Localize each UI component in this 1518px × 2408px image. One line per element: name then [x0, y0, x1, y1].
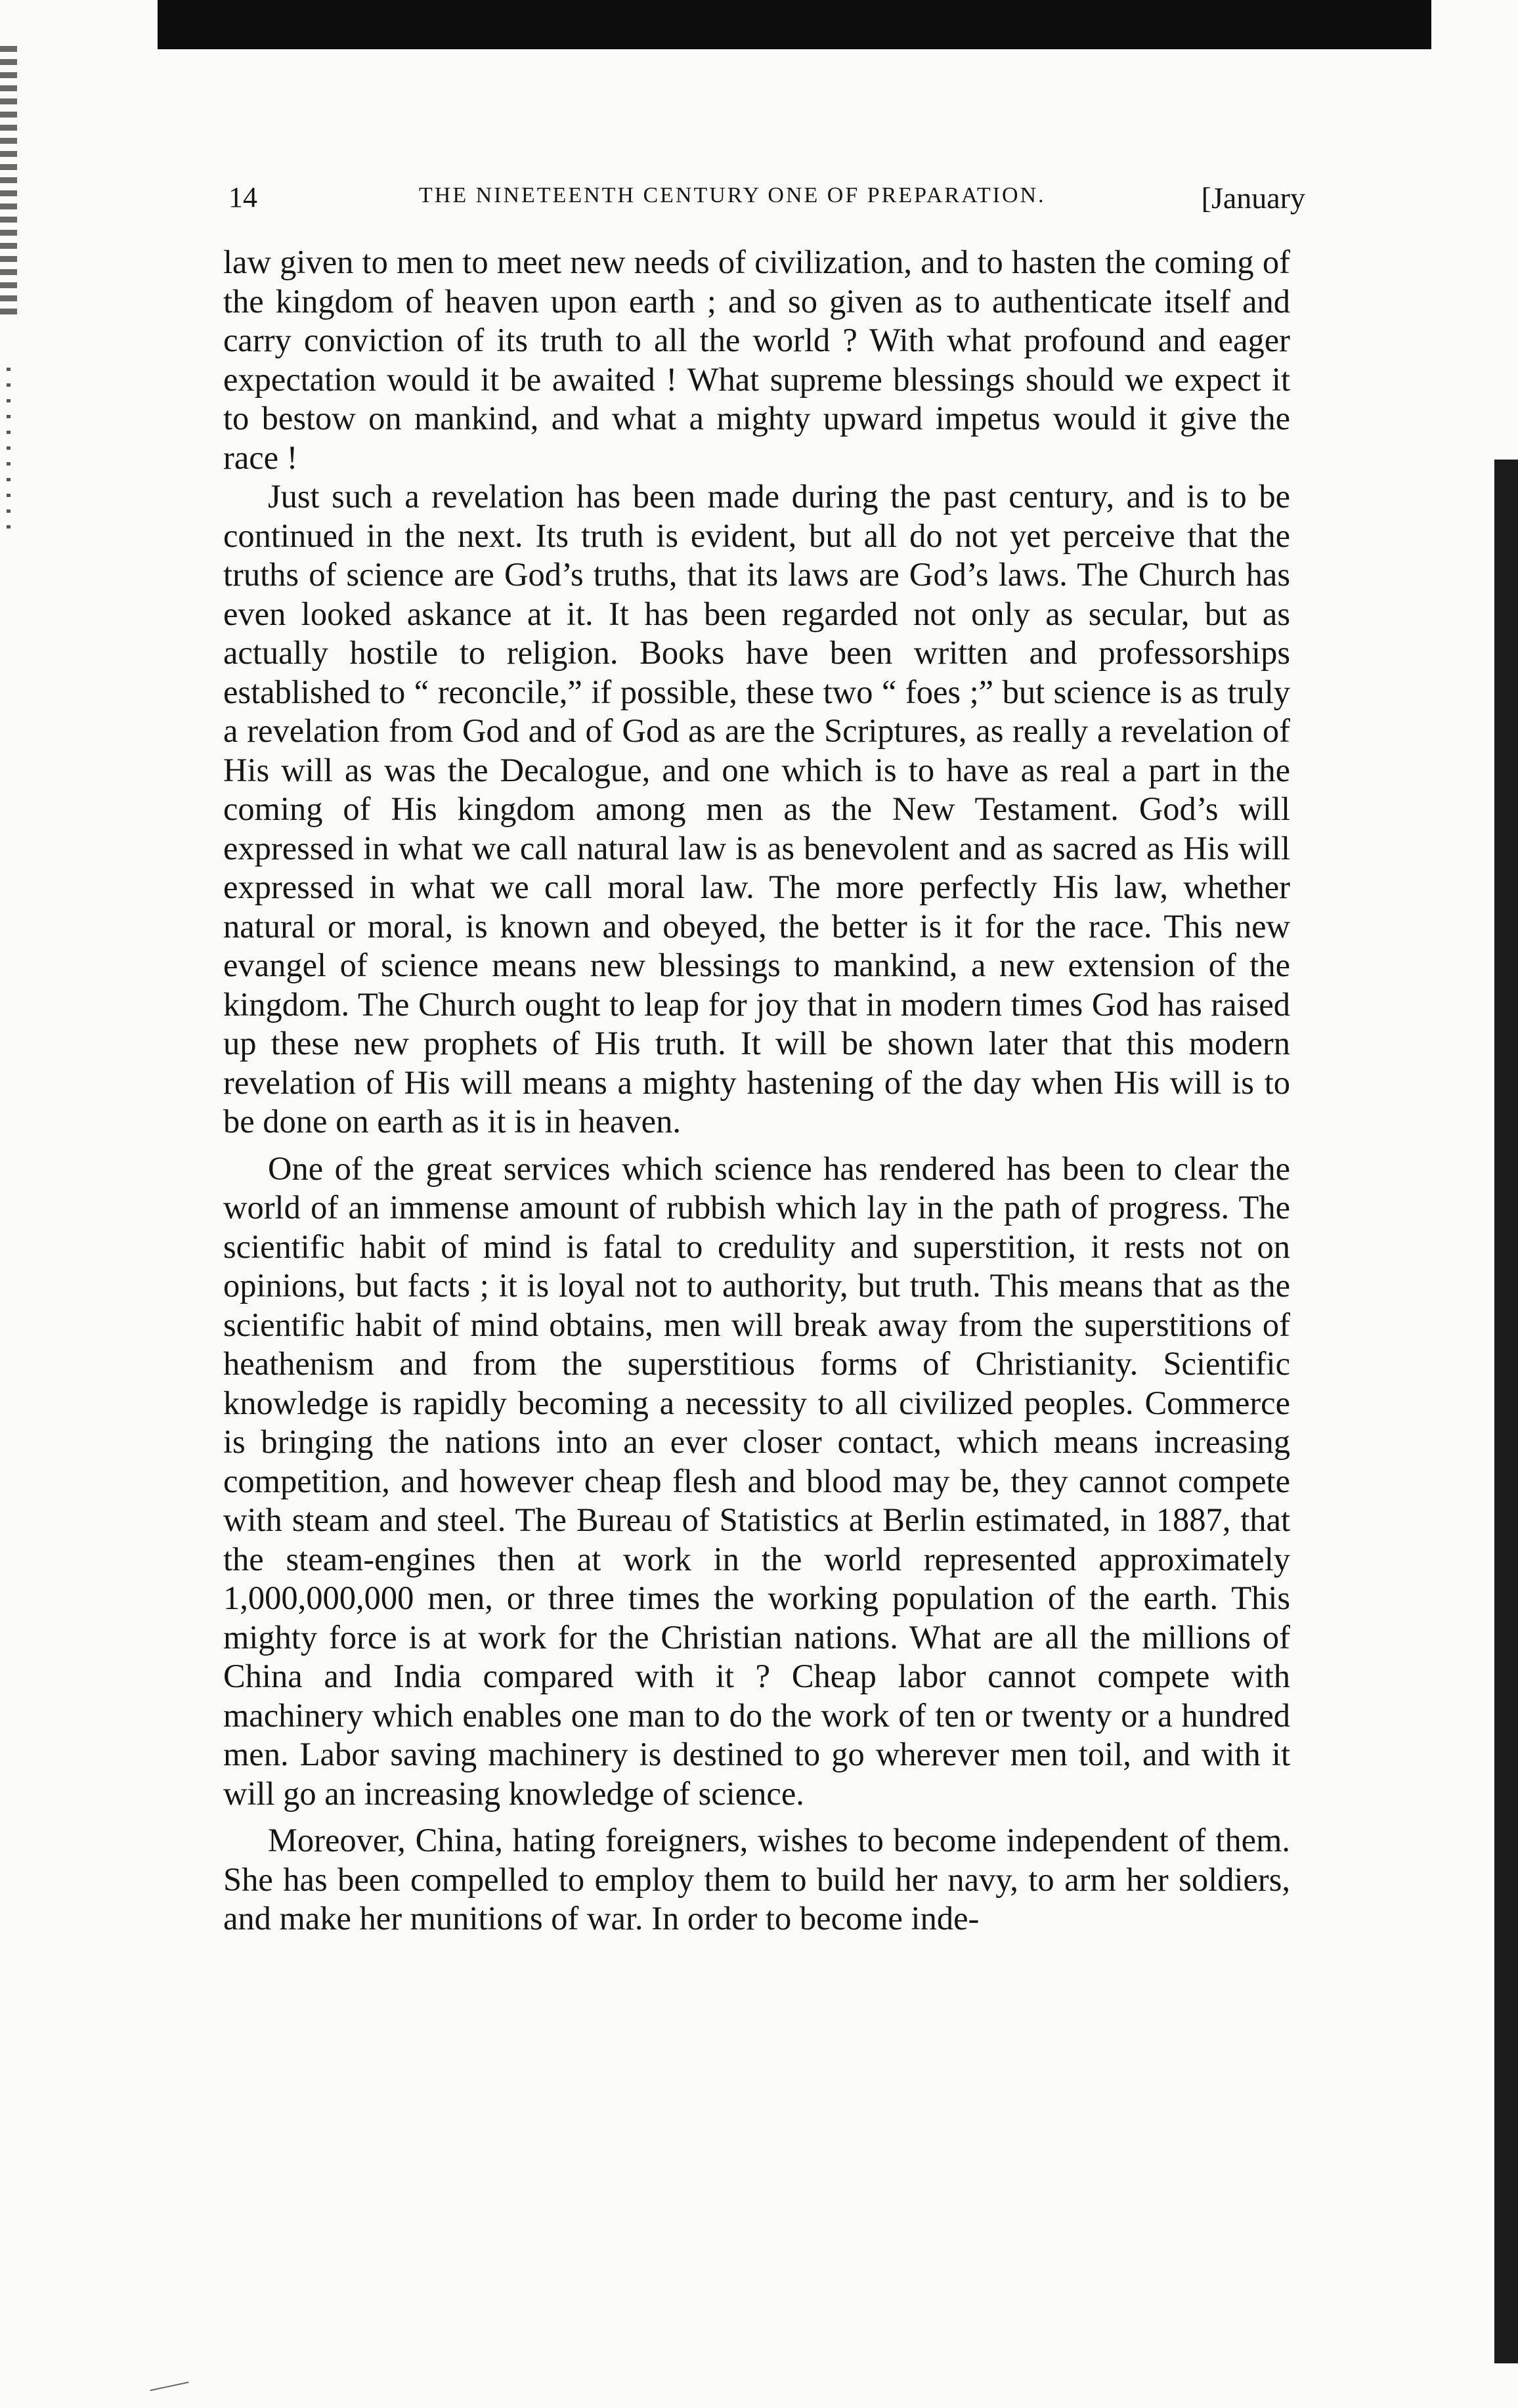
- page-number: 14: [228, 181, 257, 213]
- page-corner-mark: [150, 2382, 188, 2391]
- binding-edge-dots: [7, 368, 11, 538]
- paragraph: Just such a revelation has been made during the past century, and is to be continued in the next. Its truth is evident, but all do not yet perceive that the truths of science are God’s truths, that its laws are God’s laws. The Church has even looked askance at it. It has been regarded not only as secular, but as actually hostile to religion. Books have been written and professorships established to “ reconcile,” if possible, these two “ foes ;” but science is as truly a revelation from God and of God as are the Scriptures, as really a revelation of His will as was the Decalogue, and one which is to have as real a part in the coming of His kingdom among men as the New Testament. God’s will expressed in what we call natural law is as benevolent and as sacred as His will expressed in what we call moral law. The more perfectly His law, whether natural or moral, is known and obeyed, the better is it for the race. This new evangel of science means new blessings to mankind, a new extension of the kingdom. The Church ought to leap for joy that in modern times God has raised up these new prophets of His truth. It will be shown later that this modern revelation of His will means a mighty hastening of the day when His will is to be done on earth as it is in heaven.: [223, 478, 1290, 1140]
- paragraph: Moreover, China, hating foreigners, wishes to become independent of them. She has been compelled to employ them to build her navy, to arm her soldiers, and make her munitions of war. In order to become inde-: [223, 1822, 1290, 1937]
- binding-edge-marks: [0, 46, 17, 322]
- body-text: [223, 243, 1290, 1939]
- paragraph-continuation: law given to men to meet new needs of civilization, and to hasten the coming of the kingdom of heaven upon earth ; and so given as to authenticate itself and carry conviction of its truth to all the world ? With what profound and eager expectation would it be awaited ! What supreme blessings should we expect it to bestow on mankind, and what a mighty upward impetus would it give the race !: [223, 244, 1290, 476]
- running-title: THE NINETEENTH CENTURY ONE OF PREPARATION.: [419, 183, 1046, 207]
- scan-top-border: [158, 0, 1431, 49]
- page-header: [228, 174, 1305, 220]
- page-date: [January: [1201, 181, 1305, 215]
- paragraph: One of the great services which science has rendered has been to clear the world of an immense amount of rubbish which lay in the path of progress. The scientific habit of mind is fatal to credulity and superstition, it rests not on opinions, but facts ; it is loyal not to authority, but truth. This means that as the scientific habit of mind obtains, men will break away from the superstitions of heathenism and from the superstitious forms of Christianity. Scientific knowledge is rapidly becoming a necessity to all civilized peoples. Commerce is bringing the nations into an ever closer contact, which means increasing competition, and however cheap flesh and blood may be, they cannot compete with steam and steel. The Bureau of Statistics at Berlin estimated, in 1887, that the steam-engines then at work in the world represented approximately 1,000,000,000 men, or three times the working population of the earth. This mighty force is at work for the Christian nations. What are all the millions of China and India compared with it ? Cheap labor cannot compete with machinery which enables one man to do the work of ten or twenty or a hundred men. Labor saving machinery is destined to go wherever men toil, and with it will go an increasing knowledge of science.: [223, 1150, 1290, 1812]
- scan-right-edge: [1494, 460, 1518, 2363]
